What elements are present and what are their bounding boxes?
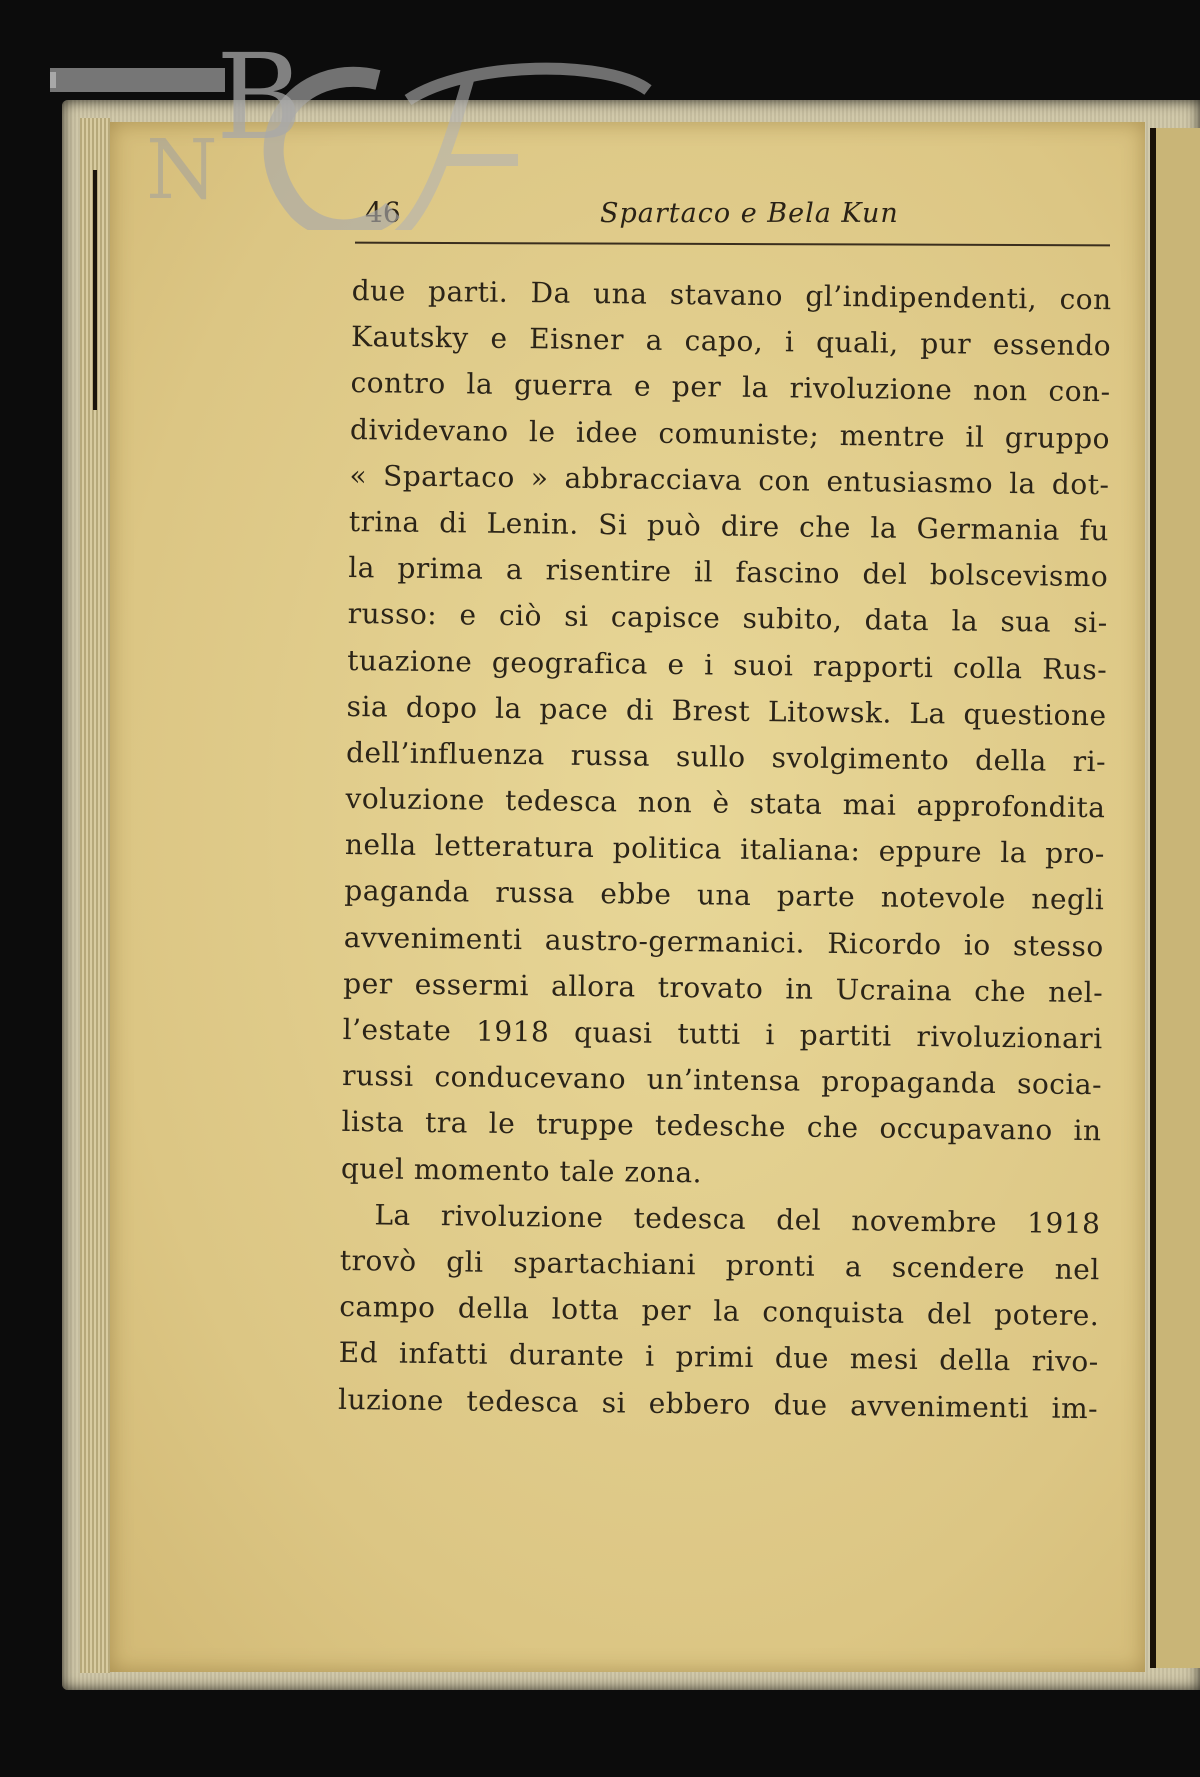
text-line: per essermi allora trovato in Ucraina che nel- [343, 966, 1104, 1010]
text-line: contro la guerra e per la rivoluzione non con- [350, 366, 1111, 409]
text-line: l’estate 1918 quasi tutti i partiti rivoluzionari [342, 1012, 1103, 1056]
text-line: dell’influenza russa sullo svolgimento della ri- [345, 735, 1107, 779]
text-line: nella letteratura politica italiana: eppure la pro- [344, 828, 1106, 871]
text-line: paganda russa ebbe una parte notevole negli [344, 874, 1105, 917]
facing-page-edge [1150, 128, 1200, 1668]
text-line: « Spartaco » abbracciava con entusiasmo la dot- [349, 458, 1110, 502]
text-line: dividevano le idee comuniste; mentre il gruppo [349, 412, 1111, 455]
svg-text:B: B [216, 28, 303, 166]
running-title: Spartaco e Bela Kun [600, 198, 899, 229]
text-line: russi conducevano un’intensa propaganda socia- [341, 1059, 1103, 1102]
text-line: lista tra le truppe tedesche che occupavano in [341, 1105, 1102, 1148]
text-line: tuazione geografica e i suoi rapporti colla Rus- [347, 643, 1108, 686]
body-text [338, 268, 1112, 1432]
text-line: La rivoluzione tedesca del novembre 1918 [374, 1198, 1101, 1240]
text-line: Ed infatti durante i primi due mesi della rivo- [338, 1336, 1099, 1379]
text-line: la prima a risentire il fascino del bolscevismo [348, 551, 1109, 594]
text-line: russo: e ciò si capisce subito, data la sua si- [347, 597, 1108, 640]
text-line: luzione tedesca si ebbero due avvenimenti im- [337, 1382, 1099, 1425]
svg-text:N: N [146, 123, 218, 218]
bncf-watermark-logo [48, 20, 668, 230]
text-line: trina di Lenin. Si può dire che la Germania fu [348, 504, 1110, 548]
text-line: campo della lotta per la conquista del potere. [339, 1290, 1100, 1333]
page-number: 46 [365, 196, 401, 229]
text-line: Kautsky e Eisner a capo, i quali, pur essendo [350, 320, 1112, 363]
text-line: avvenimenti austro-germanici. Ricordo io stesso [343, 920, 1104, 963]
text-line: due parti. Da una stavano gl’indipendenti, con [351, 273, 1112, 317]
text-line: voluzione tedesca non è stata mai approfondita [345, 782, 1106, 825]
text-line: quel momento tale zona. [340, 1151, 703, 1189]
text-line: sia dopo la pace di Brest Litowsk. La questione [346, 689, 1107, 732]
text-line: trovò gli spartachiani pronti a scendere nel [339, 1243, 1101, 1287]
